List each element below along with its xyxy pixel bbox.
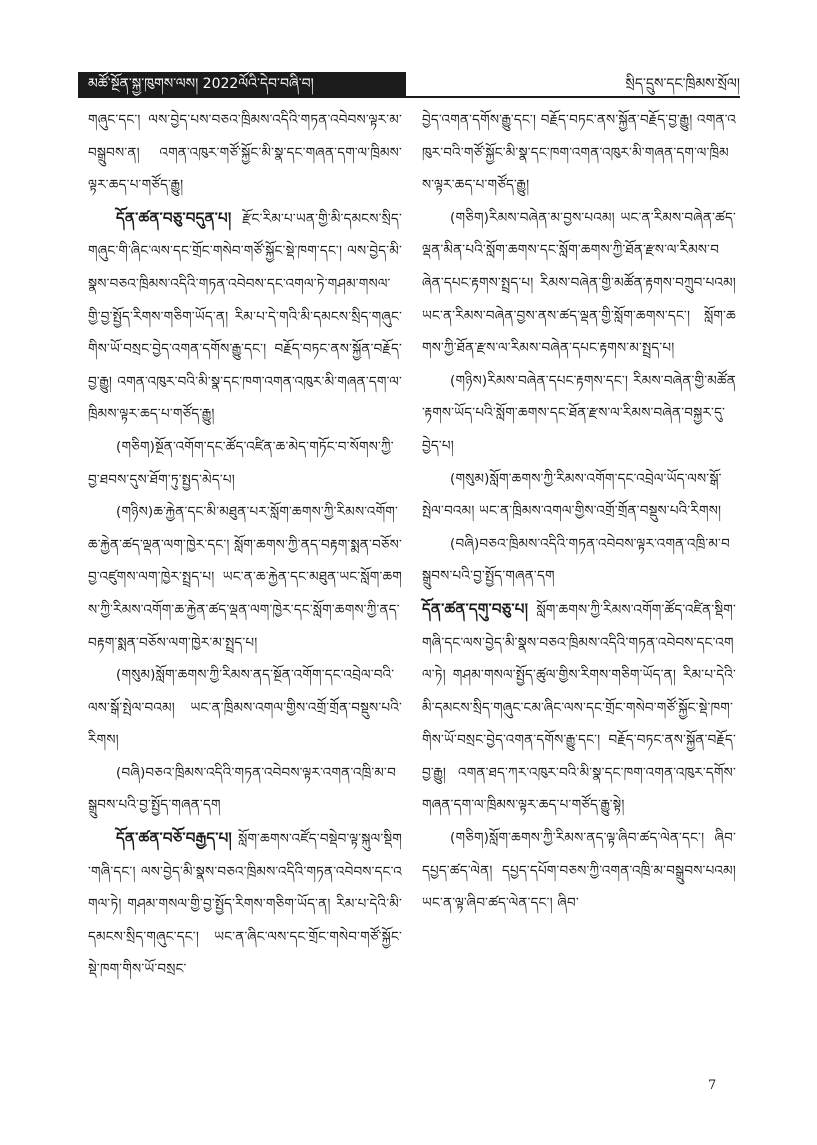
paragraph bbox=[422, 104, 736, 202]
article-heading: དོན་ཚན་བཅོ་བརྒྱད་པ། bbox=[116, 829, 232, 848]
paragraph-text: རྫོང་རིམ་པ་ཡན་གྱི་མི་དམངས་སྲིད་གཞུང་གི་ཞིང་ལས་དང་གྲོང་གསེབ་གཙོ་སྐྱོང་སྡེ་ཁག་དང་། ལས་བྱེད་མི་སྣས་བཅའ་ཁྲིམས་འདིའི་གཏན་འབེབས་དང་འགལ་ཏེ་གཤམ་གསལ་གྱི་བྱ་སྤྱོད་རིགས་གཅིག་ཡོད་ན། རིམ་པ་དེ་གའི་མི་དམངས་སྲིད་གཞུང་གིས་ཡོ་བསྲང་བྱེད་འགན་དགོས་རྒྱུ་དང་། བརྗོད་བཏང་ནས་སྐྱོན་བརྗོད་བྱ་རྒྱུ། འགན་འཁུར་བའི་མི་སྣ་དང་ཁག་འགན་འཁུར་མི་གཞན་དག་ལ་ཁྲིམས་ལྟར་ཆད་པ་གཙོད་རྒྱུ། bbox=[88, 210, 402, 423]
paragraph-text: (གཉིས)རིམས་བཞེན་དཔང་རྟགས་དང་། རིམས་བཞེན་གྱི་མཚོན་རྟགས་ཡོད་པའི་སློག་ཆགས་དང་ཐོན་རྫས་ལ་རིམས་བཞེན་བསྐྱར་དུ་བྱེད་པ། bbox=[422, 372, 736, 454]
paragraph-text: (གཅིག)སློག་ཆགས་ཀྱི་རིམས་ནད་ལྟ་ཞིབ་ཚད་ལེན་དང་། ཞིབ་དཔྱད་ཚད་ལེན། དཔྱད་དཔོག་བཅས་ཀྱི་འགན་འཁྲི་མ་བསྒྲུབས་པའམ། ཡང་ན་ལྟ་ཞིབ་ཚད་ལེན་དང་། ཞིབ་ bbox=[422, 830, 736, 912]
paragraph-text: (གཉིས)ཆ་རྐྱེན་དང་མི་མཐུན་པར་སློག་ཆགས་ཀྱི་རིམས་འགོག་ཆ་རྐྱེན་ཚད་ལྡན་ལག་ཁྱེར་དང་། སློག་ཆགས་ཀྱི་ནད་བརྟག་སྨན་བཅོས་བྱ་འཛུགས་ལག་ཁྱེར་སྤྲད་པ། ཡང་ན་ཆ་རྐྱེན་དང་མཐུན་ཡང་སློག་ཆགས་ཀྱི་རིམས་འགོག་ཆ་རྐྱེན་ཚད་ལྡན་ལག་ཁྱེར་དང་སློག་ཆགས་ཀྱི་ནད་བརྟག་སྨན་བཅོས་ལག་ཁྱེར་མ་སྤྲད་པ། bbox=[88, 504, 403, 651]
paragraph-text: (གསུམ)སློག་ཆགས་ཀྱི་རིམས་འགོག་དང་འབྲེལ་ཡོད་ལས་སྒོ་སྤེལ་བའམ། ཡང་ན་ཁྲིམས་འགལ་གྱིས་འགྲོ་གྲོན་བསྡུས་པའི་རིགས། bbox=[422, 470, 722, 520]
paragraph bbox=[422, 365, 736, 463]
article-heading: དོན་ཚན་དགུ་བཅུ་པ། bbox=[422, 599, 529, 618]
paragraph bbox=[88, 431, 402, 496]
paragraph-text: (བཞི)བཅའ་ཁྲིམས་འདིའི་གཏན་འབེབས་ལྟར་འགན་འཁྲི་མ་བསྒྲུབས་པའི་བྱ་སྤྱོད་གཞན་དག bbox=[88, 764, 396, 814]
paragraph bbox=[88, 202, 402, 431]
left-column bbox=[88, 104, 402, 986]
paragraph-text: བྱེད་འགན་དགོས་རྒྱུ་དང་། བརྗོད་བཏང་ནས་སྐྱོན་བརྗོད་བྱ་རྒྱུ། འགན་འཁུར་བའི་གཙོ་སྐྱོང་མི་སྣ་དང་ཁག་འགན་འཁུར་མི་གཞན་དག་ལ་ཁྲིམས་ལྟར་ཆད་པ་གཙོད་རྒྱུ། bbox=[422, 112, 736, 194]
paragraph-text: (བཞི)བཅའ་ཁྲིམས་འདིའི་གཏན་འབེབས་ལྟར་འགན་འཁྲི་མ་བསྒྲུབས་པའི་བྱ་སྤྱོད་གཞན་དག bbox=[422, 535, 730, 585]
paragraph bbox=[88, 757, 402, 822]
article-heading: དོན་ཚན་བཅུ་བདུན་པ། bbox=[116, 208, 232, 227]
paragraph bbox=[88, 496, 402, 659]
paragraph-text: སློག་ཆགས་འཛོད་བསྡེབ་ལྟ་སྐུལ་སྡིག་གཞི་དང་། ལས་བྱེད་མི་སྣས་བཅའ་ཁྲིམས་འདིའི་གཏན་འབེབས་དང་འགལ་ཏེ། གཤམ་གསལ་གྱི་བྱ་སྤྱོད་རིགས་གཅིག་ཡོད་ན། རིམ་པ་དེའི་མི་དམངས་སྲིད་གཞུང་དང་། ཡང་ན་ཞིང་ལས་དང་གྲོང་གསེབ་གཙོ་སྐྱོང་སྡེ་ཁག་གིས་ཡོ་བསྲང་ bbox=[88, 831, 402, 978]
paragraph-text: (གསུམ)སློག་ཆགས་ཀྱི་རིམས་ནད་སྔོན་འགོག་དང་འབྲེལ་བའི་ལས་སྒོ་སྤེལ་བའམ། ཡང་ན་ཁྲིམས་འགལ་གྱིས་འགྲོ་གྲོན་བསྡུས་པའི་རིགས། bbox=[88, 667, 402, 749]
paragraph bbox=[422, 822, 736, 920]
paragraph bbox=[422, 528, 736, 593]
paragraph bbox=[88, 104, 402, 202]
paragraph-text: སློག་ཆགས་ཀྱི་རིམས་འགོག་ཚོད་འཛིན་སྡིག་གཞི་དང་ལས་བྱེད་མི་སྣས་བཅའ་ཁྲིམས་འདིའི་གཏན་འབེབས་དང་འགལ་ཏེ། གཤམ་གསལ་སྤྱོད་ཚུལ་གྱིས་རིགས་གཅིག་ཡོད་ན། རིམ་པ་དེའི་མི་དམངས་སྲིད་གཞུང་ངམ་ཞིང་ལས་དང་གྲོང་གསེབ་གཙོ་སྐྱོང་སྡེ་ཁག་གིས་ཡོ་བསྲང་བྱེད་འགན་དགོས་རྒྱུ་དང་། བརྗོད་བཏང་ནས་སྐྱོན་བརྗོད་བྱ་རྒྱུ། འགན་ཐད་ཀར་འཁུར་བའི་མི་སྣ་དང་ཁག་འགན་འཁུར་དགོས་གཞན་དག་ལ་ཁྲིམས་ལྟར་ཆད་པ་གཙོད་རྒྱུ་སྟེ། bbox=[422, 601, 736, 814]
paragraph-text: (གཅིག)སྔོན་འགོག་དང་ཚོད་འཛིན་ཆ་མེད་གཏོང་བ་སོགས་ཀྱི་བྱ་ཐབས་དུས་ཐོག་ཏུ་སྤྱད་མེད་པ། bbox=[88, 438, 394, 488]
journal-title-banner: མཚོ་སྔོན་སྐྱ་ཁུགས་ལས། 2022ལོའི་དེབ་བཞི་བ། bbox=[78, 72, 406, 96]
header-divider bbox=[78, 96, 740, 98]
page-number: 7 bbox=[708, 1078, 717, 1093]
section-title: སྲིད་དྲུས་དང་ཁྲིམས་སྲོལ། bbox=[625, 76, 740, 92]
paragraph-text: གཞུང་དང་། ལས་བྱེད་པས་བཅའ་ཁྲིམས་འདིའི་གཏན་འབེབས་ལྟར་མ་བསྒྲུབས་ན། འགན་འཁུར་གཙོ་སྐྱོང་མི་སྣ་དང་གཞན་དག་ལ་ཁྲིམས་ལྟར་ཆད་པ་གཙོད་རྒྱུ། bbox=[88, 112, 402, 194]
paragraph bbox=[88, 822, 402, 986]
paragraph bbox=[422, 463, 736, 528]
right-column bbox=[422, 104, 736, 920]
paragraph-text: (གཅིག)རིམས་བཞེན་མ་བྱས་པའམ། ཡང་ན་རིམས་བཞེན་ཚད་ལྡན་མིན་པའི་སློག་ཆགས་དང་སློག་ཆགས་ཀྱི་ཐོན་རྫས་ལ་རིམས་བཞེན་དཔང་རྟགས་སྤྲད་པ། རིམས་བཞེན་གྱི་མཚོན་རྟགས་བཀྲུབ་པའམ། ཡང་ན་རིམས་བཞེན་བྱས་ནས་ཚད་ལྡན་གྱི་སློག་ཆགས་དང་། སློག་ཆགས་ཀྱི་ཐོན་རྫས་ལ་རིམས་བཞེན་དཔང་རྟགས་མ་སྤྲད་པ། bbox=[422, 209, 736, 357]
paragraph bbox=[88, 659, 402, 757]
paragraph bbox=[422, 593, 736, 822]
paragraph bbox=[422, 202, 736, 365]
